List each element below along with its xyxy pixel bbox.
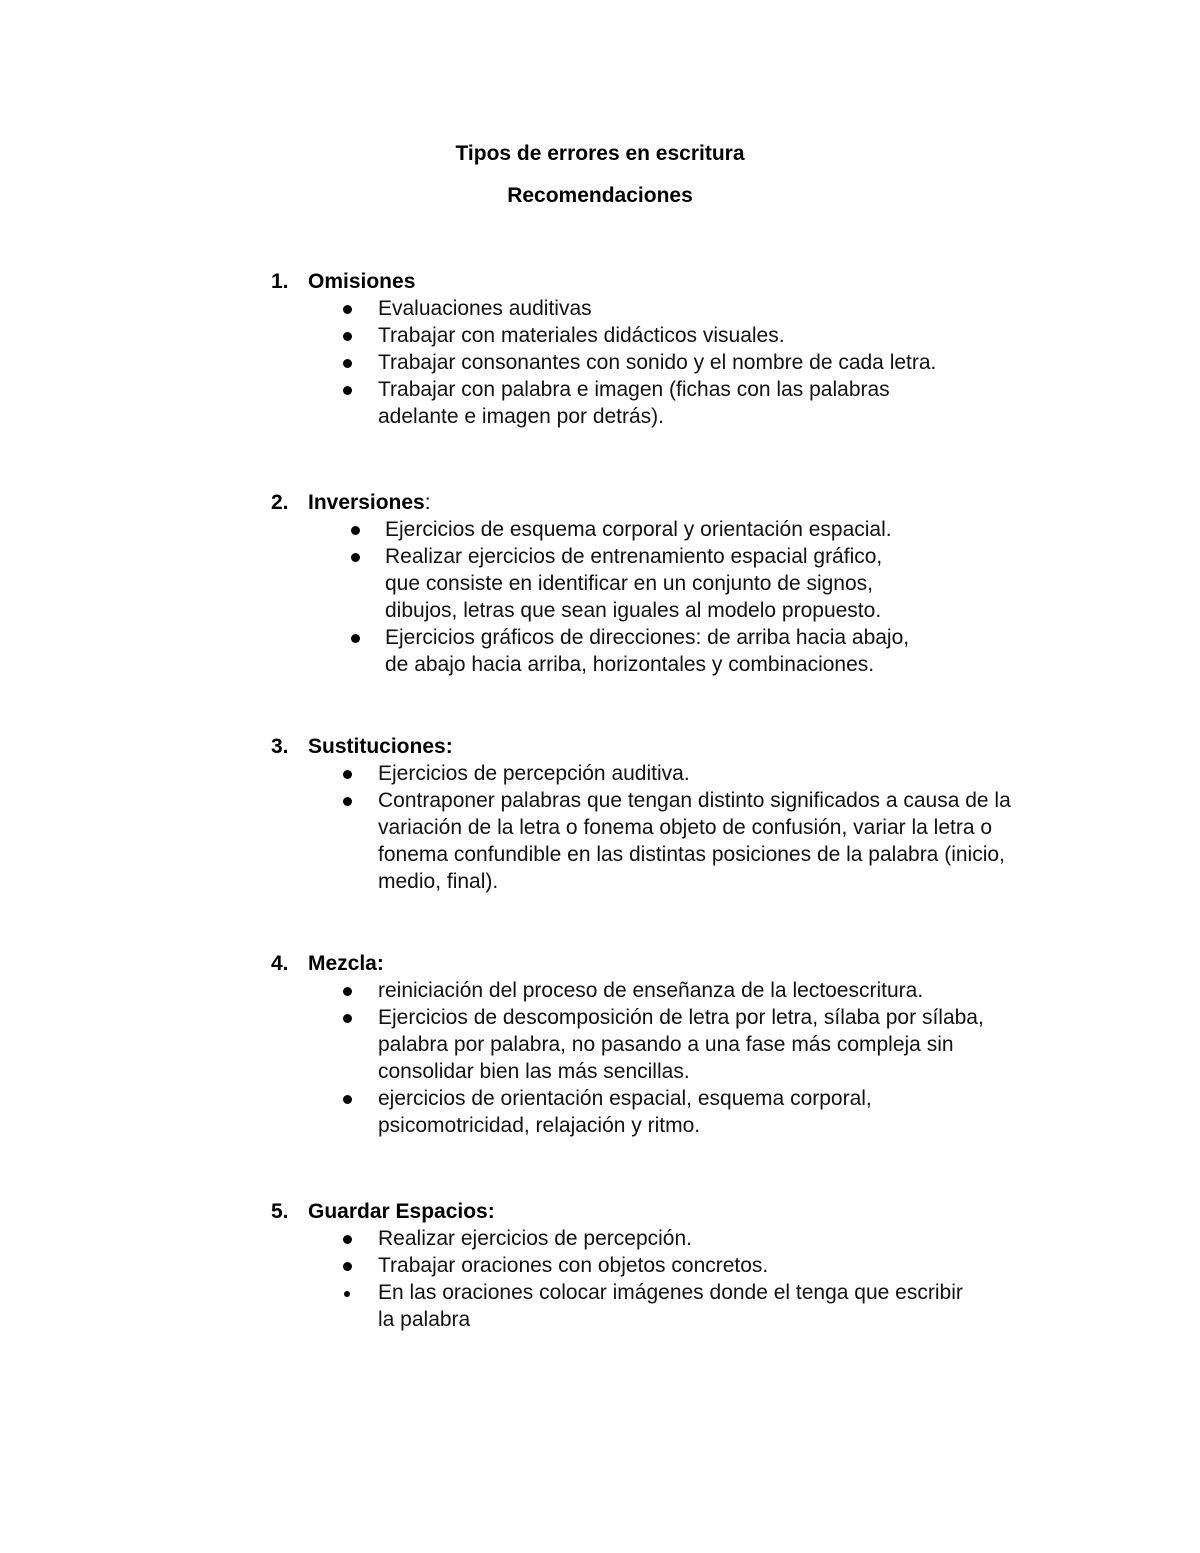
bullet-icon [351, 634, 360, 643]
bullet-list [271, 1225, 991, 1333]
document-title: Tipos de errores en escritura [455, 142, 745, 165]
section-heading [271, 950, 1031, 977]
section-heading [271, 733, 1061, 760]
bullet-icon [343, 770, 352, 779]
section-number: 4. [271, 952, 289, 975]
list-item: Realizar ejercicios de entrenamiento espacial gráfico, que consiste en identificar en un conjunto de signos, dibujos, letras que sean iguales al modelo propuesto. [271, 543, 885, 624]
bullet-icon [343, 386, 352, 395]
list-item: reiniciación del proceso de enseñanza de la lectoescritura. [271, 977, 1031, 1004]
bullet-icon [351, 526, 360, 535]
list-item: Trabajar oraciones con objetos concretos. [271, 1252, 991, 1279]
list-item: Evaluaciones auditivas [271, 295, 971, 322]
section-heading [271, 268, 971, 295]
bullet-list [271, 977, 1031, 1139]
section-number: 2. [271, 491, 289, 514]
bullet-list [271, 760, 1061, 895]
section-number: 3. [271, 735, 289, 758]
list-item: Trabajar con palabra e imagen (fichas con las palabras adelante e imagen por detrás). [271, 376, 908, 430]
list-item: Ejercicios de percepción auditiva. [271, 760, 1061, 787]
bullet-icon [343, 332, 352, 341]
bullet-icon [344, 1291, 350, 1297]
section-sustituciones [271, 733, 1061, 895]
section-heading [271, 1198, 991, 1225]
bullet-icon [343, 1014, 352, 1023]
list-item: Ejercicios de descomposición de letra por letra, sílaba por sílaba, palabra por palabra, no pasando a una fase más compleja sin consolidar bien las más sencillas. [271, 1004, 1008, 1085]
bullet-icon [343, 305, 352, 314]
section-mezcla [271, 950, 1031, 1139]
section-omisiones [271, 268, 971, 430]
list-item: Realizar ejercicios de percepción. [271, 1225, 991, 1252]
bullet-icon [343, 797, 352, 806]
bullet-list [271, 516, 1031, 678]
section-inversiones [271, 489, 1031, 678]
list-item: En las oraciones colocar imágenes donde el tenga que escribir la palabra [271, 1279, 978, 1333]
bullet-icon [343, 1095, 352, 1104]
bullet-icon [343, 359, 352, 368]
section-title: Guardar Espacios: [308, 1200, 495, 1223]
section-heading [271, 489, 1031, 516]
section-title: Inversiones: [308, 491, 431, 514]
bullet-icon [343, 1235, 352, 1244]
bullet-icon [343, 1262, 352, 1271]
bullet-icon [351, 553, 360, 562]
list-item: Ejercicios gráficos de direcciones: de arriba hacia abajo, de abajo hacia arriba, horizontales y combinaciones. [271, 624, 925, 678]
list-item: Trabajar consonantes con sonido y el nombre de cada letra. [271, 349, 971, 376]
bullet-icon [343, 987, 352, 996]
list-item: Contraponer palabras que tengan distinto significados a causa de la variación de la letra o fonema objeto de confusión, variar la letra o fonema confundible en las distintas posiciones de la palabra (inicio, medio, final). [271, 787, 1038, 895]
list-item: Ejercicios de esquema corporal y orientación espacial. [271, 516, 1031, 543]
section-number: 1. [271, 270, 289, 293]
section-title: Mezcla: [308, 952, 384, 975]
section-number: 5. [271, 1200, 289, 1223]
list-item: Trabajar con materiales didácticos visuales. [271, 322, 971, 349]
document-subtitle: Recomendaciones [507, 184, 693, 207]
list-item: ejercicios de orientación espacial, esquema corporal, psicomotricidad, relajación y ritmo. [271, 1085, 978, 1139]
section-title: Omisiones [308, 270, 416, 293]
bullet-list [271, 295, 971, 430]
section-title: Sustituciones: [308, 735, 453, 758]
section-guardar-espacios [271, 1198, 991, 1333]
